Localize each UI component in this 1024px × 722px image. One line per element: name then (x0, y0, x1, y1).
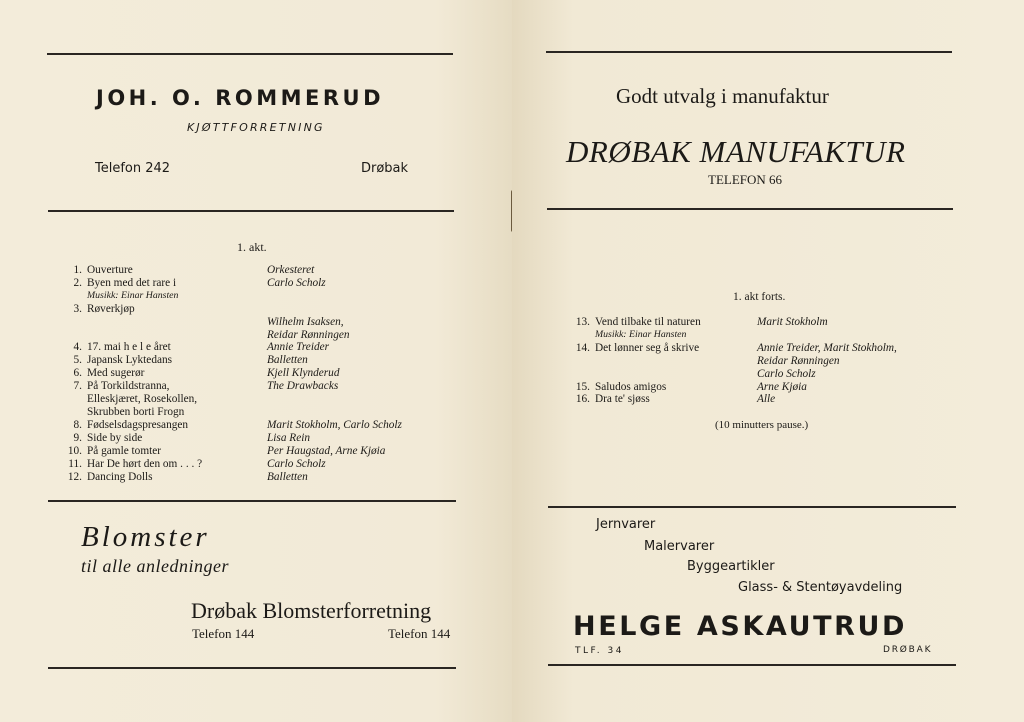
program-number (570, 329, 590, 342)
program-row (62, 445, 402, 458)
program-title (87, 316, 267, 329)
askautrud-line-3: Byggeartikler (687, 559, 775, 574)
program-performer: Lisa Rein (267, 431, 310, 444)
blomster-headline: Blomster (81, 521, 210, 553)
rommerud-phone: Telefon 242 (95, 161, 171, 176)
right-page (512, 0, 1024, 722)
program-row (62, 264, 402, 277)
divider (48, 667, 456, 669)
program-number: 4. (73, 341, 82, 354)
program-row (62, 303, 402, 316)
program-row (62, 341, 402, 354)
blomster-tagline: til alle anledninger (81, 556, 229, 576)
askautrud-line-4: Glass- & Stentøyavdeling (738, 580, 903, 595)
program-number: 1. (73, 264, 82, 276)
program-title: Dancing Dolls (87, 470, 153, 483)
program-list-cont (570, 316, 897, 406)
program-number (62, 316, 82, 329)
program-number: 12. (67, 470, 82, 483)
program-number: 10. (67, 444, 82, 457)
program-row (62, 316, 402, 329)
program-number (62, 290, 82, 303)
program-performer: Wilhelm Isaksen, (267, 315, 344, 328)
rommerud-name: JOH. O. ROMMERUD (96, 86, 385, 110)
program-row (62, 458, 402, 471)
program-title: Side by side (87, 431, 143, 444)
askautrud-phone: TLF. 34 (575, 646, 624, 656)
program-row (62, 329, 402, 342)
program-number: 14. (575, 341, 590, 354)
program-title: Ouverture (87, 264, 133, 276)
divider (548, 664, 956, 666)
program-list (62, 264, 402, 483)
program-title: Har De hørt den om . . . ? (87, 457, 203, 470)
divider (47, 53, 453, 55)
rommerud-subtitle: KJØTTFORRETNING (187, 121, 325, 134)
program-title: Vend tilbake til naturen (595, 316, 701, 328)
act-heading-cont: 1. akt forts. (733, 291, 786, 303)
program-title (87, 329, 267, 342)
blomster-name: Drøbak Blomsterforretning (191, 598, 432, 623)
program-number: 2. (73, 276, 82, 289)
program-performer: Carlo Scholz (267, 276, 326, 289)
program-number: 16. (575, 393, 590, 406)
program-performer: Carlo Scholz (757, 367, 816, 380)
program-row (62, 419, 402, 432)
askautrud-town: DRØBAK (883, 645, 933, 655)
program-title: Musikk: Einar Hansten (595, 328, 687, 340)
program-title: Japansk Lyktedans (87, 354, 173, 367)
program-row (570, 316, 897, 329)
program-title: På gamle tomter (87, 444, 162, 457)
program-number: 6. (73, 367, 82, 380)
program-performer: Alle (757, 393, 776, 406)
program-number: 7. (73, 380, 82, 393)
blomster-phone-left: Telefon 144 (192, 626, 255, 641)
program-title (595, 355, 757, 368)
divider (547, 208, 953, 210)
program-title: Saludos amigos (595, 380, 667, 393)
divider (48, 210, 454, 212)
program-title: Røverkjøp (87, 302, 135, 315)
program-row (570, 355, 897, 368)
program-performer: Marit Stokholm, Carlo Scholz (267, 418, 402, 431)
program-row (570, 393, 897, 406)
program-performer: Annie Treider (267, 341, 330, 354)
program-title: Fødselsdagspresangen (87, 418, 189, 431)
program-performer: Balletten (267, 354, 308, 367)
program-performer: Balletten (267, 470, 308, 483)
program-row (570, 368, 897, 381)
program-number (570, 355, 590, 368)
program-number: 15. (575, 380, 590, 393)
manufaktur-name: DRØBAK MANUFAKTUR (566, 134, 906, 169)
program-performer: Reidar Rønningen (757, 354, 840, 367)
program-row (62, 406, 402, 419)
program-number: 9. (73, 431, 82, 444)
manufaktur-phone: TELEFON 66 (708, 172, 783, 187)
askautrud-name: HELGE ASKAUTRUD (573, 611, 908, 642)
pause-note: (10 minutters pause.) (715, 419, 809, 431)
program-row (570, 342, 897, 355)
program-row (62, 471, 402, 484)
program-number (570, 368, 590, 381)
program-row (62, 290, 402, 303)
program-performer: Reidar Rønningen (267, 328, 350, 341)
program-title: Med sugerør (87, 367, 145, 380)
divider (546, 51, 952, 53)
program-performer: Marit Stokholm (757, 316, 828, 328)
askautrud-line-1: Jernvarer (596, 517, 656, 532)
program-number (62, 329, 82, 342)
program-title: På Torkildstranna, (87, 380, 170, 393)
manufaktur-tagline: Godt utvalg i manufaktur (616, 84, 829, 108)
askautrud-line-2: Malervarer (644, 539, 715, 554)
program-performer: Orkesteret (267, 264, 315, 276)
program-title: Musikk: Einar Hansten (87, 289, 179, 301)
program-number (62, 406, 82, 419)
program-number: 8. (73, 418, 82, 431)
divider (48, 500, 456, 502)
program-row (570, 381, 897, 394)
program-performer: Carlo Scholz (267, 457, 326, 470)
rommerud-town: Drøbak (361, 161, 409, 176)
program-title: Skrubben borti Frogn (87, 405, 185, 418)
blomster-phone-right: Telefon 144 (388, 626, 451, 641)
program-title: Dra te' sjøss (595, 393, 650, 406)
divider (548, 506, 956, 508)
program-number: 11. (68, 457, 82, 470)
program-row (62, 277, 402, 290)
program-row (570, 329, 897, 342)
program-title (595, 368, 757, 381)
program-performer: Annie Treider, Marit Stokholm, (757, 341, 897, 354)
program-title: Elleskjæret, Rosekollen, (87, 393, 198, 406)
program-performer: The Drawbacks (267, 380, 339, 393)
program-number (62, 393, 82, 406)
program-title: Det lønner seg å skrive (595, 341, 700, 354)
program-row (62, 380, 402, 393)
program-number: 3. (73, 302, 82, 315)
act-heading: 1. akt. (237, 240, 267, 254)
program-row (62, 354, 402, 367)
program-title: 17. mai h e l e året (87, 341, 171, 354)
program-row (62, 367, 402, 380)
program-title: Byen med det rare i (87, 276, 177, 289)
program-number: 13. (575, 316, 590, 328)
program-performer: Kjell Klynderud (267, 367, 340, 380)
program-row (62, 393, 402, 406)
program-performer: Per Haugstad, Arne Kjøia (267, 444, 386, 457)
program-number: 5. (73, 354, 82, 367)
program-performer: Arne Kjøia (757, 380, 807, 393)
program-row (62, 432, 402, 445)
